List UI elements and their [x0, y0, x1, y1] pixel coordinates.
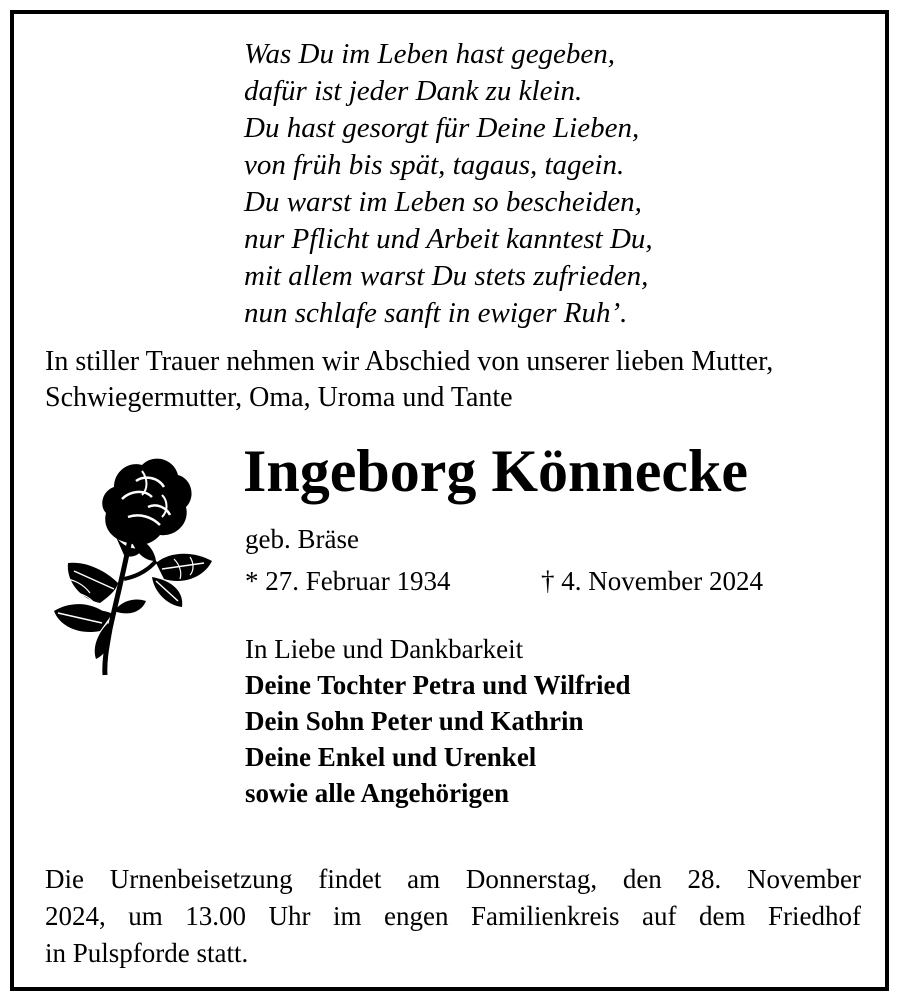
poem-line: nur Pflicht und Arbeit kanntest Du, — [244, 223, 653, 255]
mourners — [245, 631, 631, 811]
intro-text — [45, 344, 865, 416]
obituary-frame — [10, 10, 889, 991]
mourner-line: Dein Sohn Peter und Kathrin — [245, 706, 584, 736]
poem — [244, 36, 653, 332]
mourners-intro: In Liebe und Dankbarkeit — [245, 634, 524, 664]
intro-line: Schwiegermutter, Oma, Uroma und Tante — [45, 382, 513, 413]
mourner-line: Deine Tochter Petra und Wilfried — [245, 670, 631, 700]
poem-line: dafür ist jeder Dank zu klein. — [244, 75, 583, 107]
deceased-name: Ingeborg Könnecke — [243, 438, 749, 504]
poem-line: mit allem warst Du stets zufrieden, — [244, 260, 649, 292]
birth-name: geb. Bräse — [245, 524, 359, 554]
poem-line: nun schlafe sanft in ewiger Ruh’. — [244, 297, 628, 329]
birth-date: * 27. Februar 1934 — [245, 566, 451, 596]
funeral-notice-line: 2024, um 13.00 Uhr im engen Familienkreis auf dem Friedhof — [45, 901, 861, 931]
death-date: † 4. November 2024 — [541, 566, 763, 596]
funeral-notice-line: in Pulspforde statt. — [45, 938, 249, 968]
poem-line: Du warst im Leben so bescheiden, — [244, 186, 642, 218]
poem-line: von früh bis spät, tagaus, tagein. — [244, 149, 625, 181]
mourner-line: Deine Enkel und Urenkel — [245, 742, 537, 772]
mourner-line: sowie alle Angehörigen — [245, 778, 509, 808]
poem-line: Du hast gesorgt für Deine Lieben, — [244, 112, 640, 144]
rose-icon — [44, 451, 229, 676]
funeral-notice — [45, 861, 861, 972]
poem-line: Was Du im Leben hast gegeben, — [244, 38, 616, 70]
funeral-notice-line: Die Urnenbeisetzung findet am Donnerstag, den 28. November — [45, 864, 861, 894]
intro-line: In stiller Trauer nehmen wir Abschied von unserer lieben Mutter, — [45, 346, 774, 377]
